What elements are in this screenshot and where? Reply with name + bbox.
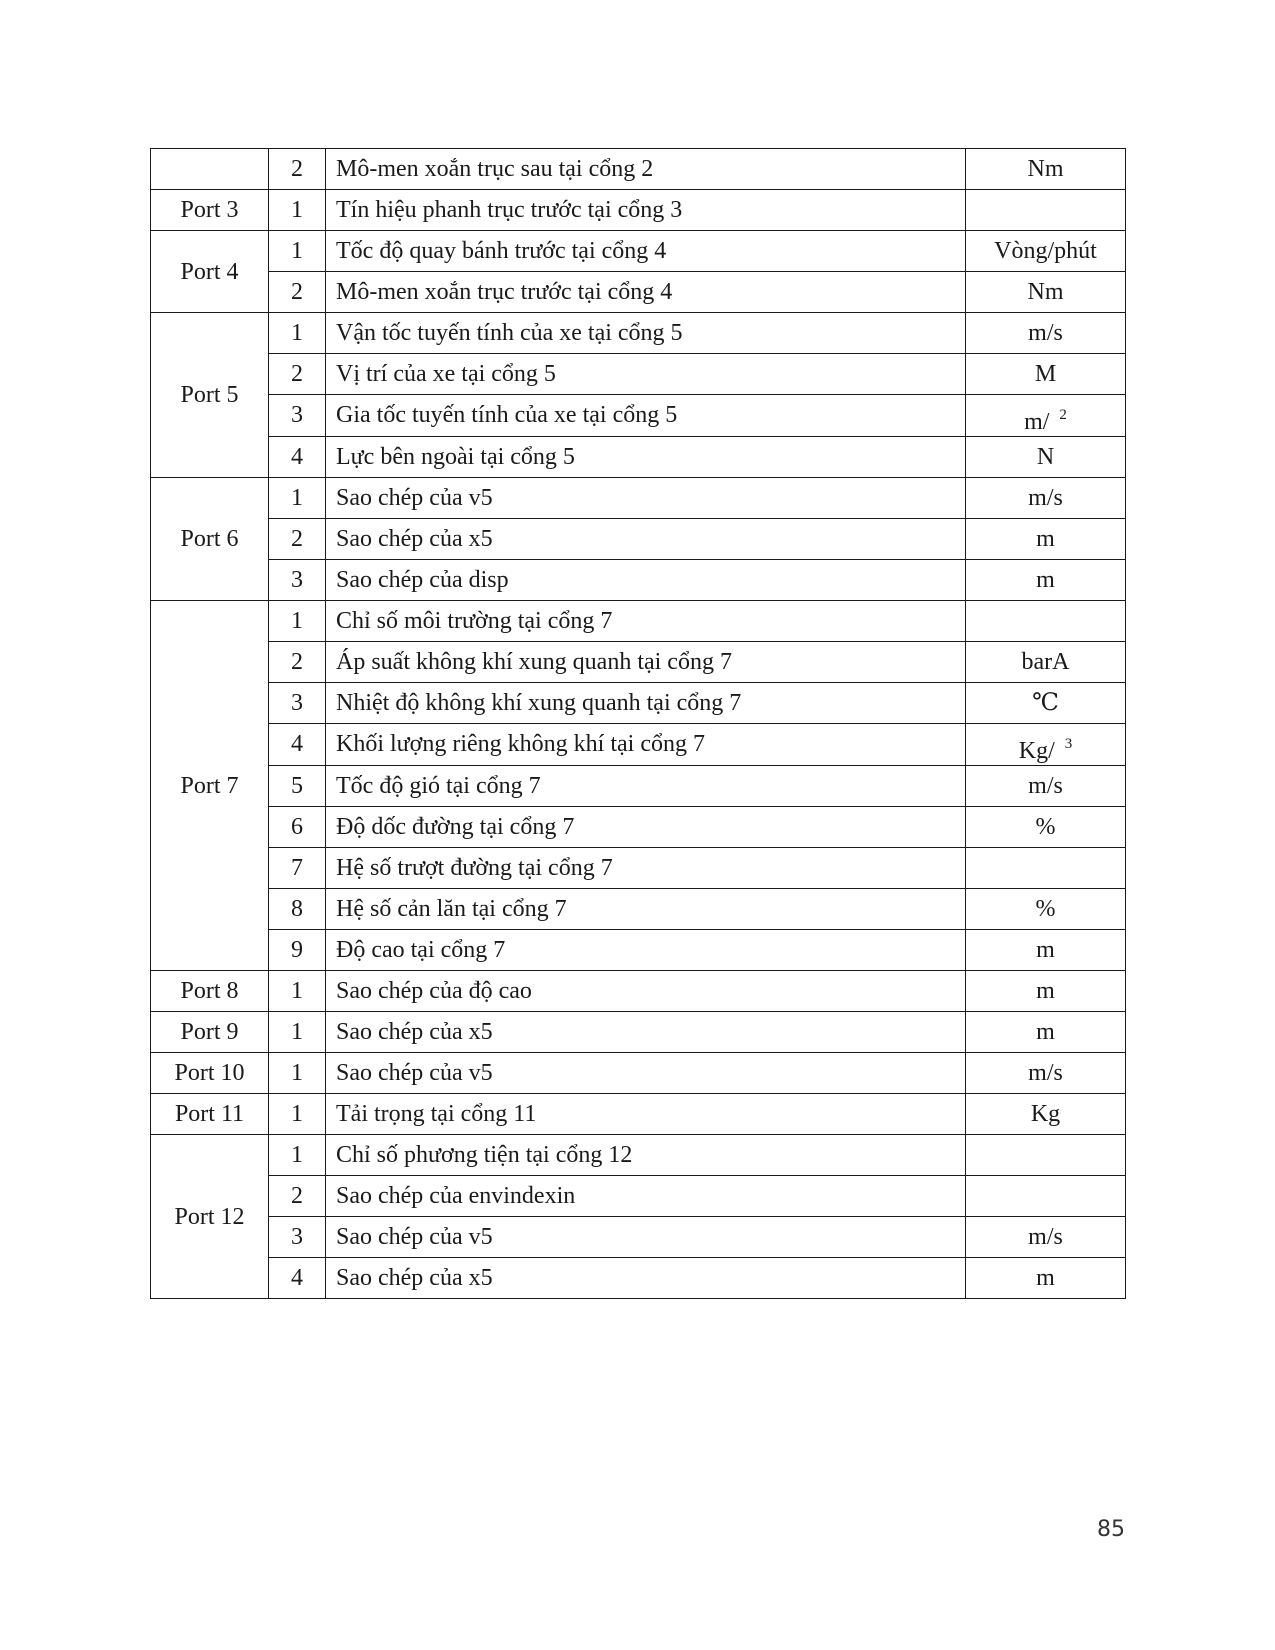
unit-cell (966, 807, 1126, 848)
table-row (151, 1012, 1126, 1053)
table-row (151, 1135, 1126, 1176)
index-cell: 4 (269, 437, 326, 478)
index-cell: 1 (269, 1053, 326, 1094)
index-cell: 1 (269, 478, 326, 519)
port-cell: Port 6 (151, 478, 269, 601)
index-cell: 6 (269, 807, 326, 848)
index-cell: 4 (269, 724, 326, 766)
unit-cell (966, 848, 1126, 889)
table-row (151, 1094, 1126, 1135)
index-cell: 2 (269, 149, 326, 190)
index-cell: 3 (269, 395, 326, 437)
table-row (151, 519, 1126, 560)
index-cell: 2 (269, 519, 326, 560)
description-cell: Tốc độ gió tại cổng 7 (326, 766, 966, 807)
port-cell: Port 4 (151, 231, 269, 313)
unit-superscript: 3 (1064, 736, 1073, 752)
unit-cell (966, 1135, 1126, 1176)
table-row (151, 560, 1126, 601)
unit-cell (966, 354, 1126, 395)
unit-cell (966, 766, 1126, 807)
unit-cell (966, 272, 1126, 313)
description-cell: Sao chép của độ cao (326, 971, 966, 1012)
index-cell: 1 (269, 971, 326, 1012)
unit-cell (966, 642, 1126, 683)
unit-text: m/s (1028, 1224, 1063, 1250)
unit-text: ℃ (1032, 690, 1059, 716)
index-cell: 1 (269, 190, 326, 231)
description-cell: Áp suất không khí xung quanh tại cổng 7 (326, 642, 966, 683)
unit-cell (966, 971, 1126, 1012)
index-cell: 1 (269, 1012, 326, 1053)
index-cell: 3 (269, 683, 326, 724)
unit-text: m (1036, 1019, 1055, 1045)
description-cell: Gia tốc tuyến tính của xe tại cổng 5 (326, 395, 966, 437)
description-cell: Mô-men xoắn trục trước tại cổng 4 (326, 272, 966, 313)
port-signal-table (150, 148, 1126, 1299)
unit-cell (966, 437, 1126, 478)
unit-cell (966, 478, 1126, 519)
table-row (151, 1258, 1126, 1299)
unit-text: Nm (1027, 279, 1064, 305)
unit-cell (966, 601, 1126, 642)
description-cell: Sao chép của disp (326, 560, 966, 601)
unit-text: m/s (1028, 485, 1063, 511)
unit-cell (966, 190, 1126, 231)
port-cell: Port 3 (151, 190, 269, 231)
unit-text: m (1036, 567, 1055, 593)
unit-text: Kg/ (1018, 738, 1055, 764)
unit-cell (966, 1053, 1126, 1094)
port-cell: Port 7 (151, 601, 269, 971)
table-row (151, 683, 1126, 724)
unit-cell (966, 683, 1126, 724)
table-row (151, 231, 1126, 272)
table-row (151, 313, 1126, 354)
table-row (151, 601, 1126, 642)
port-cell: Port 8 (151, 971, 269, 1012)
unit-text: m/ (1024, 409, 1050, 435)
port-cell: Port 9 (151, 1012, 269, 1053)
unit-text: % (1035, 896, 1056, 922)
index-cell: 1 (269, 231, 326, 272)
table-row (151, 1217, 1126, 1258)
table-row (151, 190, 1126, 231)
unit-cell (966, 560, 1126, 601)
description-cell: Lực bên ngoài tại cổng 5 (326, 437, 966, 478)
unit-text: m (1036, 978, 1055, 1004)
description-cell: Sao chép của v5 (326, 478, 966, 519)
table-row (151, 395, 1126, 437)
description-cell: Vị trí của xe tại cổng 5 (326, 354, 966, 395)
description-cell: Mô-men xoắn trục sau tại cổng 2 (326, 149, 966, 190)
table-row (151, 1176, 1126, 1217)
description-cell: Sao chép của x5 (326, 519, 966, 560)
unit-text: % (1035, 814, 1056, 840)
index-cell: 4 (269, 1258, 326, 1299)
unit-cell (966, 930, 1126, 971)
page-number: 85 (1097, 1517, 1125, 1542)
index-cell: 5 (269, 766, 326, 807)
table-row (151, 478, 1126, 519)
unit-superscript: 2 (1059, 407, 1067, 423)
index-cell: 7 (269, 848, 326, 889)
index-cell: 3 (269, 1217, 326, 1258)
index-cell: 1 (269, 1135, 326, 1176)
table-body (151, 149, 1126, 1299)
unit-cell (966, 1217, 1126, 1258)
unit-text: m (1036, 1265, 1055, 1291)
description-cell: Tốc độ quay bánh trước tại cổng 4 (326, 231, 966, 272)
table-row (151, 149, 1126, 190)
port-cell: Port 5 (151, 313, 269, 478)
table-row (151, 766, 1126, 807)
description-cell: Sao chép của x5 (326, 1258, 966, 1299)
unit-cell (966, 1176, 1126, 1217)
description-cell: Vận tốc tuyến tính của xe tại cổng 5 (326, 313, 966, 354)
description-cell: Chỉ số môi trường tại cổng 7 (326, 601, 966, 642)
description-cell: Tải trọng tại cổng 11 (326, 1094, 966, 1135)
table-row (151, 889, 1126, 930)
unit-text: N (1036, 444, 1055, 470)
description-cell: Độ dốc đường tại cổng 7 (326, 807, 966, 848)
table-row (151, 724, 1126, 766)
port-cell: Port 12 (151, 1135, 269, 1299)
table-row (151, 437, 1126, 478)
description-cell: Độ cao tại cổng 7 (326, 930, 966, 971)
unit-cell (966, 724, 1126, 766)
port-cell (151, 149, 269, 190)
unit-text: m (1036, 937, 1055, 963)
unit-text: Kg (1030, 1101, 1061, 1127)
port-cell: Port 11 (151, 1094, 269, 1135)
unit-cell (966, 519, 1126, 560)
index-cell: 1 (269, 1094, 326, 1135)
table-row (151, 354, 1126, 395)
index-cell: 2 (269, 354, 326, 395)
description-cell: Sao chép của envindexin (326, 1176, 966, 1217)
index-cell: 2 (269, 1176, 326, 1217)
table-row (151, 807, 1126, 848)
unit-cell (966, 313, 1126, 354)
index-cell: 3 (269, 560, 326, 601)
description-cell: Hệ số trượt đường tại cổng 7 (326, 848, 966, 889)
table-row (151, 848, 1126, 889)
description-cell: Sao chép của v5 (326, 1053, 966, 1094)
unit-cell (966, 889, 1126, 930)
unit-text: m/s (1028, 773, 1063, 799)
unit-cell (966, 395, 1126, 437)
unit-cell (966, 1094, 1126, 1135)
table-row (151, 930, 1126, 971)
index-cell: 1 (269, 313, 326, 354)
description-cell: Khối lượng riêng không khí tại cổng 7 (326, 724, 966, 766)
description-cell: Tín hiệu phanh trục trước tại cổng 3 (326, 190, 966, 231)
index-cell: 9 (269, 930, 326, 971)
description-cell: Chỉ số phương tiện tại cổng 12 (326, 1135, 966, 1176)
unit-text: Nm (1027, 156, 1064, 182)
unit-cell (966, 231, 1126, 272)
index-cell: 1 (269, 601, 326, 642)
unit-text: m (1036, 526, 1055, 552)
unit-text: M (1034, 361, 1057, 387)
description-cell: Sao chép của v5 (326, 1217, 966, 1258)
unit-cell (966, 149, 1126, 190)
unit-text: barA (1021, 649, 1070, 675)
table-row (151, 272, 1126, 313)
port-cell: Port 10 (151, 1053, 269, 1094)
description-cell: Nhiệt độ không khí xung quanh tại cổng 7 (326, 683, 966, 724)
index-cell: 8 (269, 889, 326, 930)
unit-cell (966, 1012, 1126, 1053)
unit-cell (966, 1258, 1126, 1299)
description-cell: Sao chép của x5 (326, 1012, 966, 1053)
unit-text: m/s (1028, 1060, 1063, 1086)
description-cell: Hệ số cản lăn tại cổng 7 (326, 889, 966, 930)
unit-text: Vòng/phút (994, 238, 1097, 264)
index-cell: 2 (269, 272, 326, 313)
table-row (151, 971, 1126, 1012)
table-row (151, 642, 1126, 683)
table-row (151, 1053, 1126, 1094)
index-cell: 2 (269, 642, 326, 683)
unit-text: m/s (1028, 320, 1063, 346)
